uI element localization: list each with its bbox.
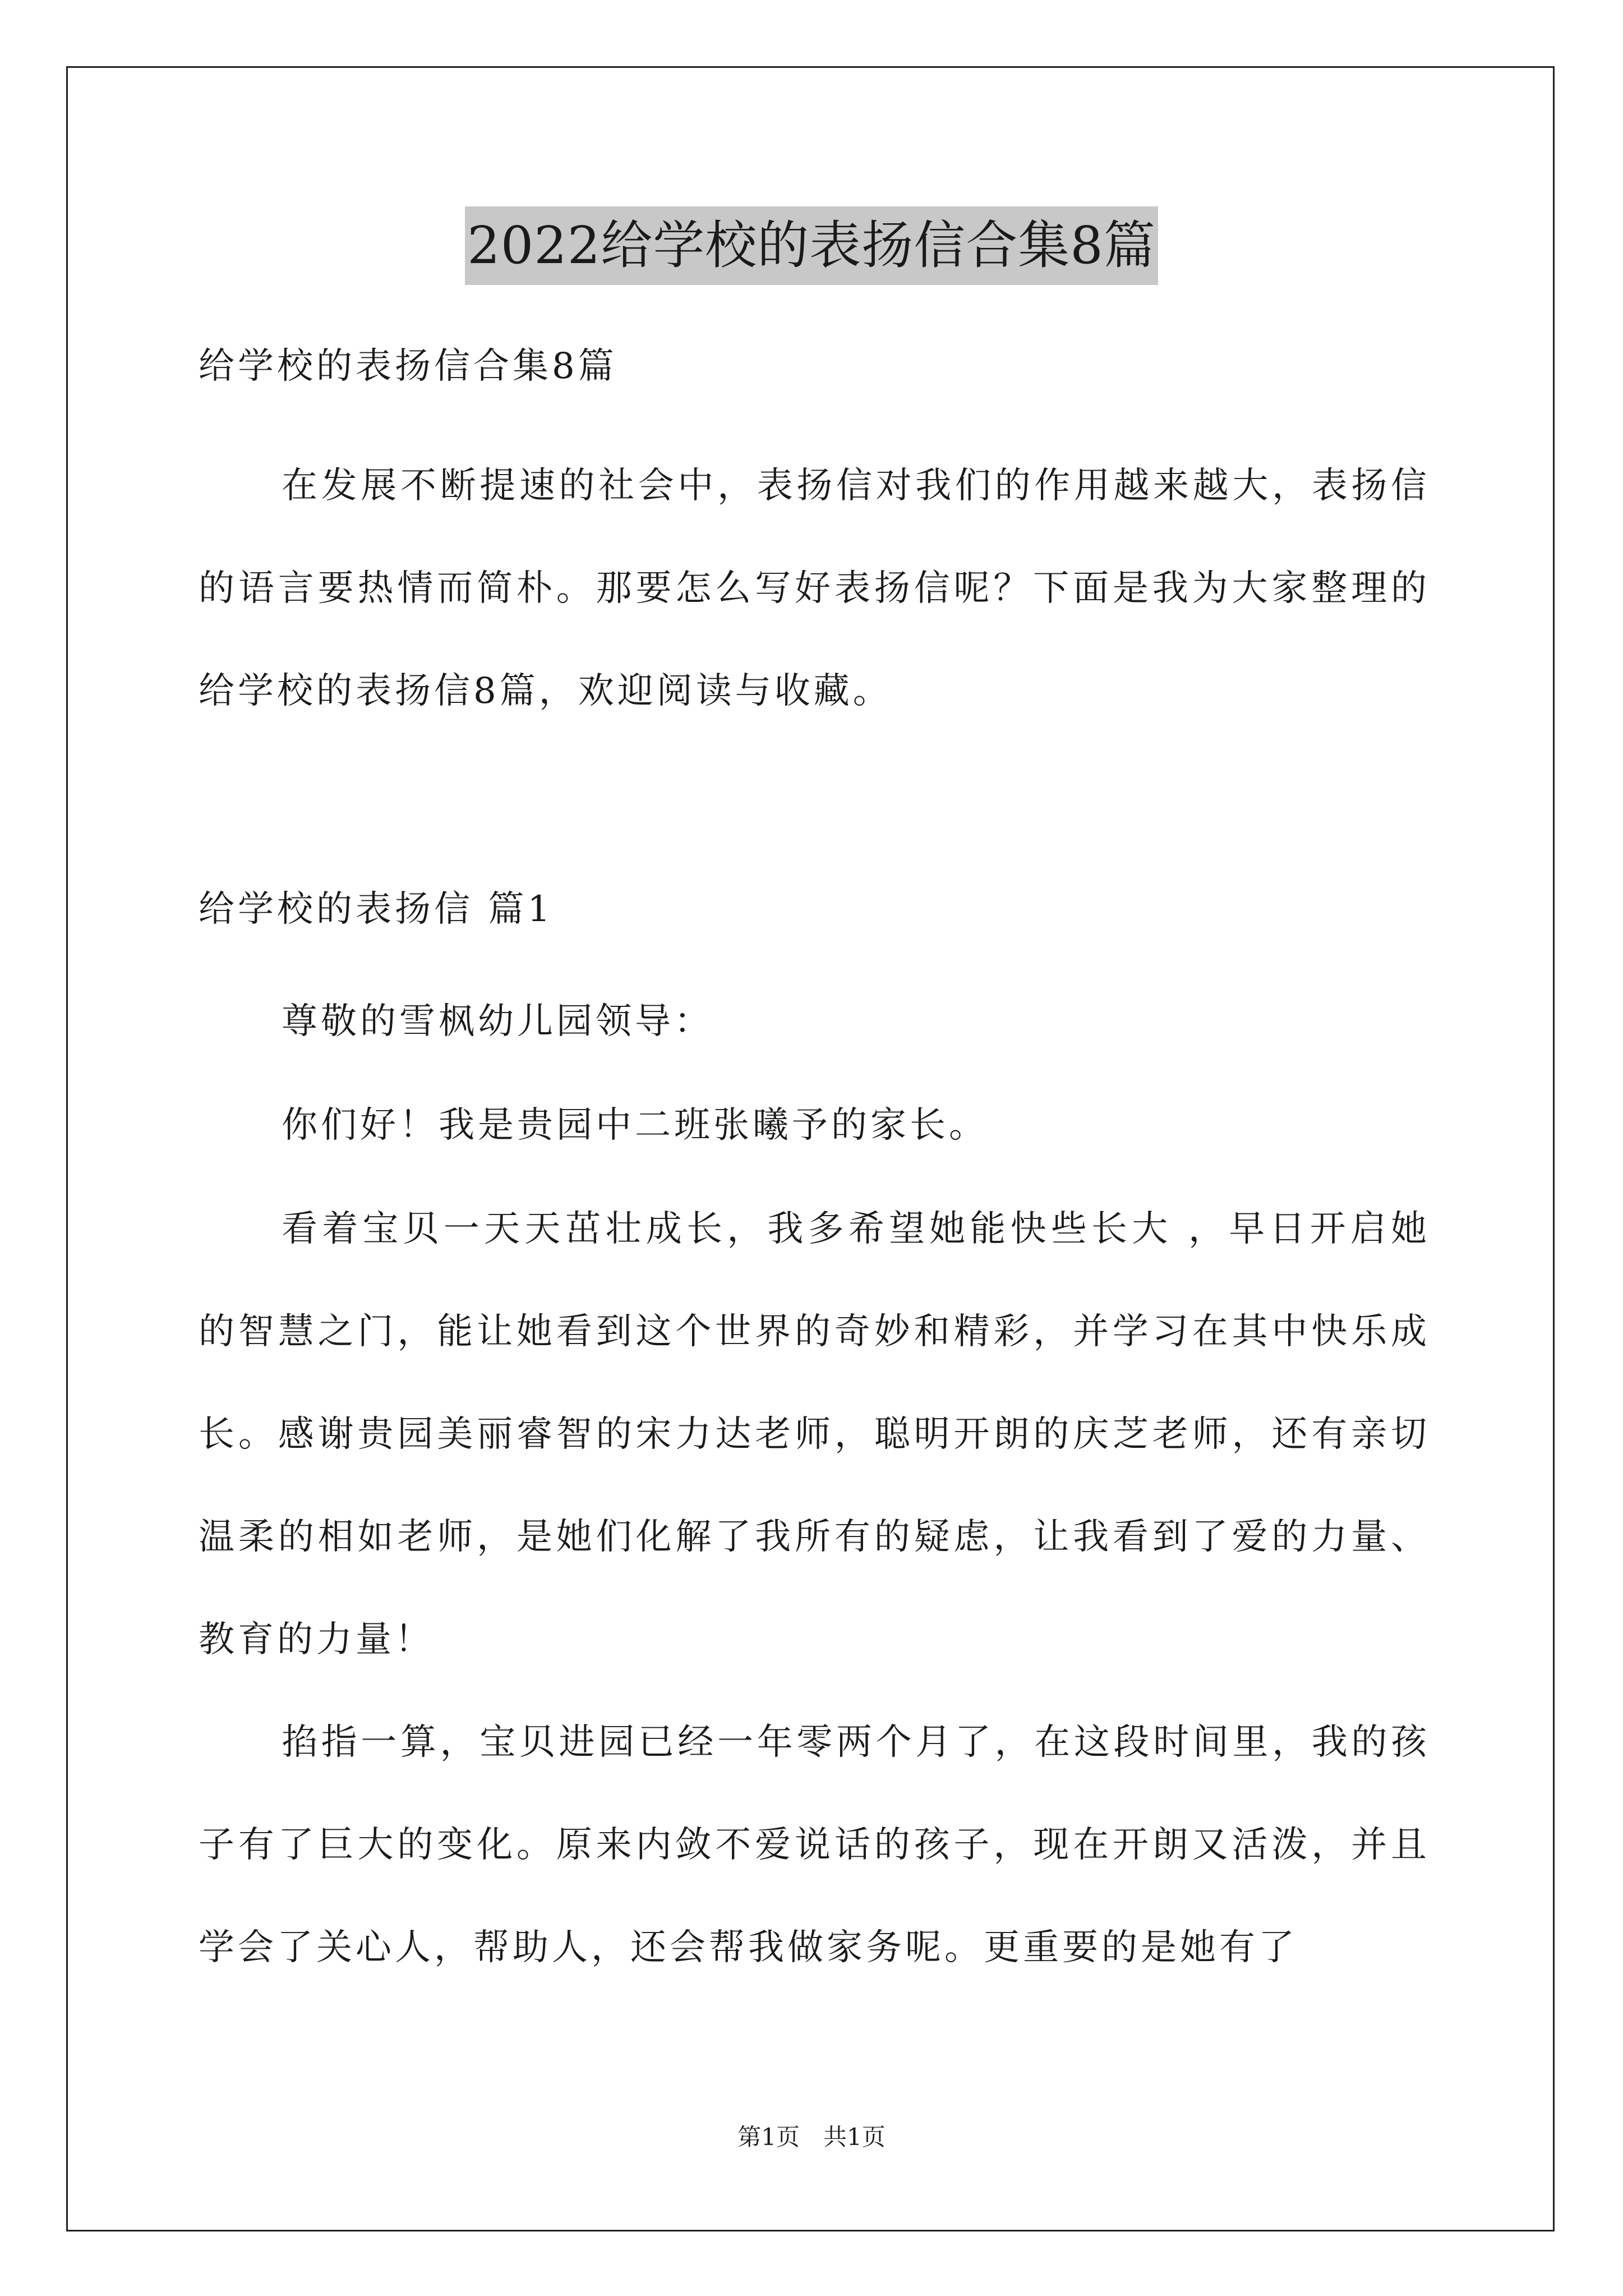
greeting: 你们好！我是贵园中二班张曦予的家长。	[282, 1105, 988, 1146]
intro-paragraph: 在发展不断提速的社会中，表扬信对我们的作用越来越大，表扬信的语言要热情而简朴。那要怎么写好表扬信呢？下面是我为大家整理的给学校的表扬信8篇，欢迎阅读与收藏。	[199, 465, 1430, 712]
document-title: 2022给学校的表扬信合集8篇	[465, 206, 1158, 285]
body-paragraph-2: 掐指一算，宝贝进园已经一年零两个月了，在这段时间里，我的孩子有了巨大的变化。原来内敛不爱说话的孩子，现在开朗又活泼，并且学会了关心人，帮助人，还会帮我做家务呢。更重要的是她有了	[199, 1722, 1430, 1968]
document-subtitle: 给学校的表扬信合集8篇	[199, 346, 617, 387]
section-heading: 给学校的表扬信 篇1	[199, 889, 554, 930]
salutation: 尊敬的雪枫幼儿园领导：	[282, 1001, 713, 1042]
title-container	[0, 206, 1623, 285]
body-paragraph-1: 看着宝贝一天天茁壮成长，我多希望她能快些长大 ，早日开启她的智慧之门，能让她看到这个世界的奇妙和精彩，并学习在其中快乐成长。感谢贵园美丽睿智的宋力达老师，聪明开朗的庆芝老师，还有亲切温柔的相如老师，是她们化解了我所有的疑虑，让我看到了爱的力量、教育的力量！	[199, 1208, 1430, 1660]
page-footer: 第1页 共1页	[737, 2123, 886, 2151]
